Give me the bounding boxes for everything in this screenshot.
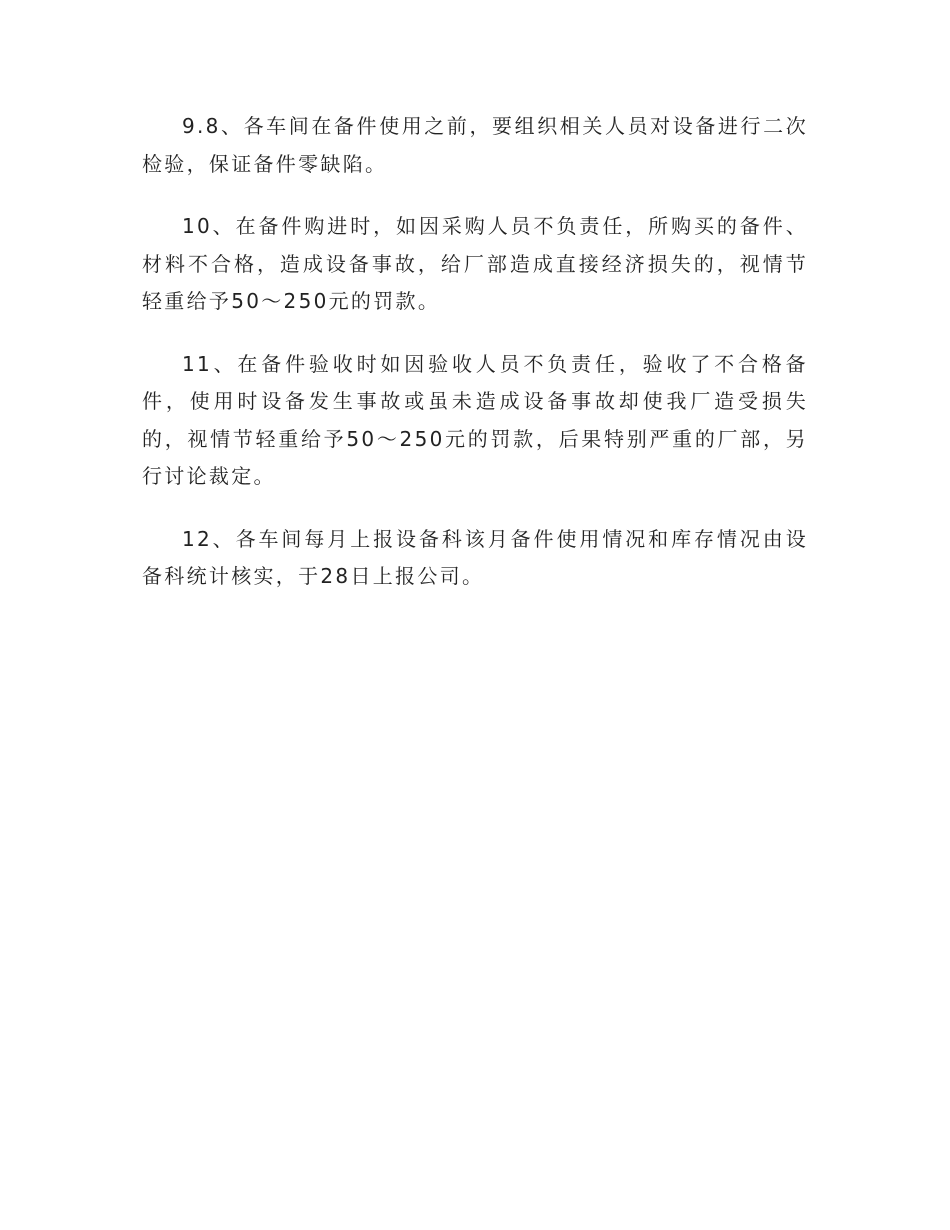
paragraph-9-8: 9.8、各车间在备件使用之前，要组织相关人员对设备进行二次检验，保证备件零缺陷。 [142,114,808,176]
paragraph-10: 10、在备件购进时，如因采购人员不负责任，所购买的备件、材料不合格，造成设备事故，给厂部造成直接经济损失的，视情节轻重给予50～250元的罚款。 [142,214,808,313]
document-body [142,108,808,621]
paragraph-12: 12、各车间每月上报设备科该月备件使用情况和库存情况由设备科统计核实，于28日上报公司。 [142,526,808,588]
paragraph-11: 11、在备件验收时如因验收人员不负责任，验收了不合格备件，使用时设备发生事故或虽未造成设备事故却使我厂造受损失的，视情节轻重给予50～250元的罚款，后果特别严重的厂部，另行讨论裁定。 [142,351,808,488]
